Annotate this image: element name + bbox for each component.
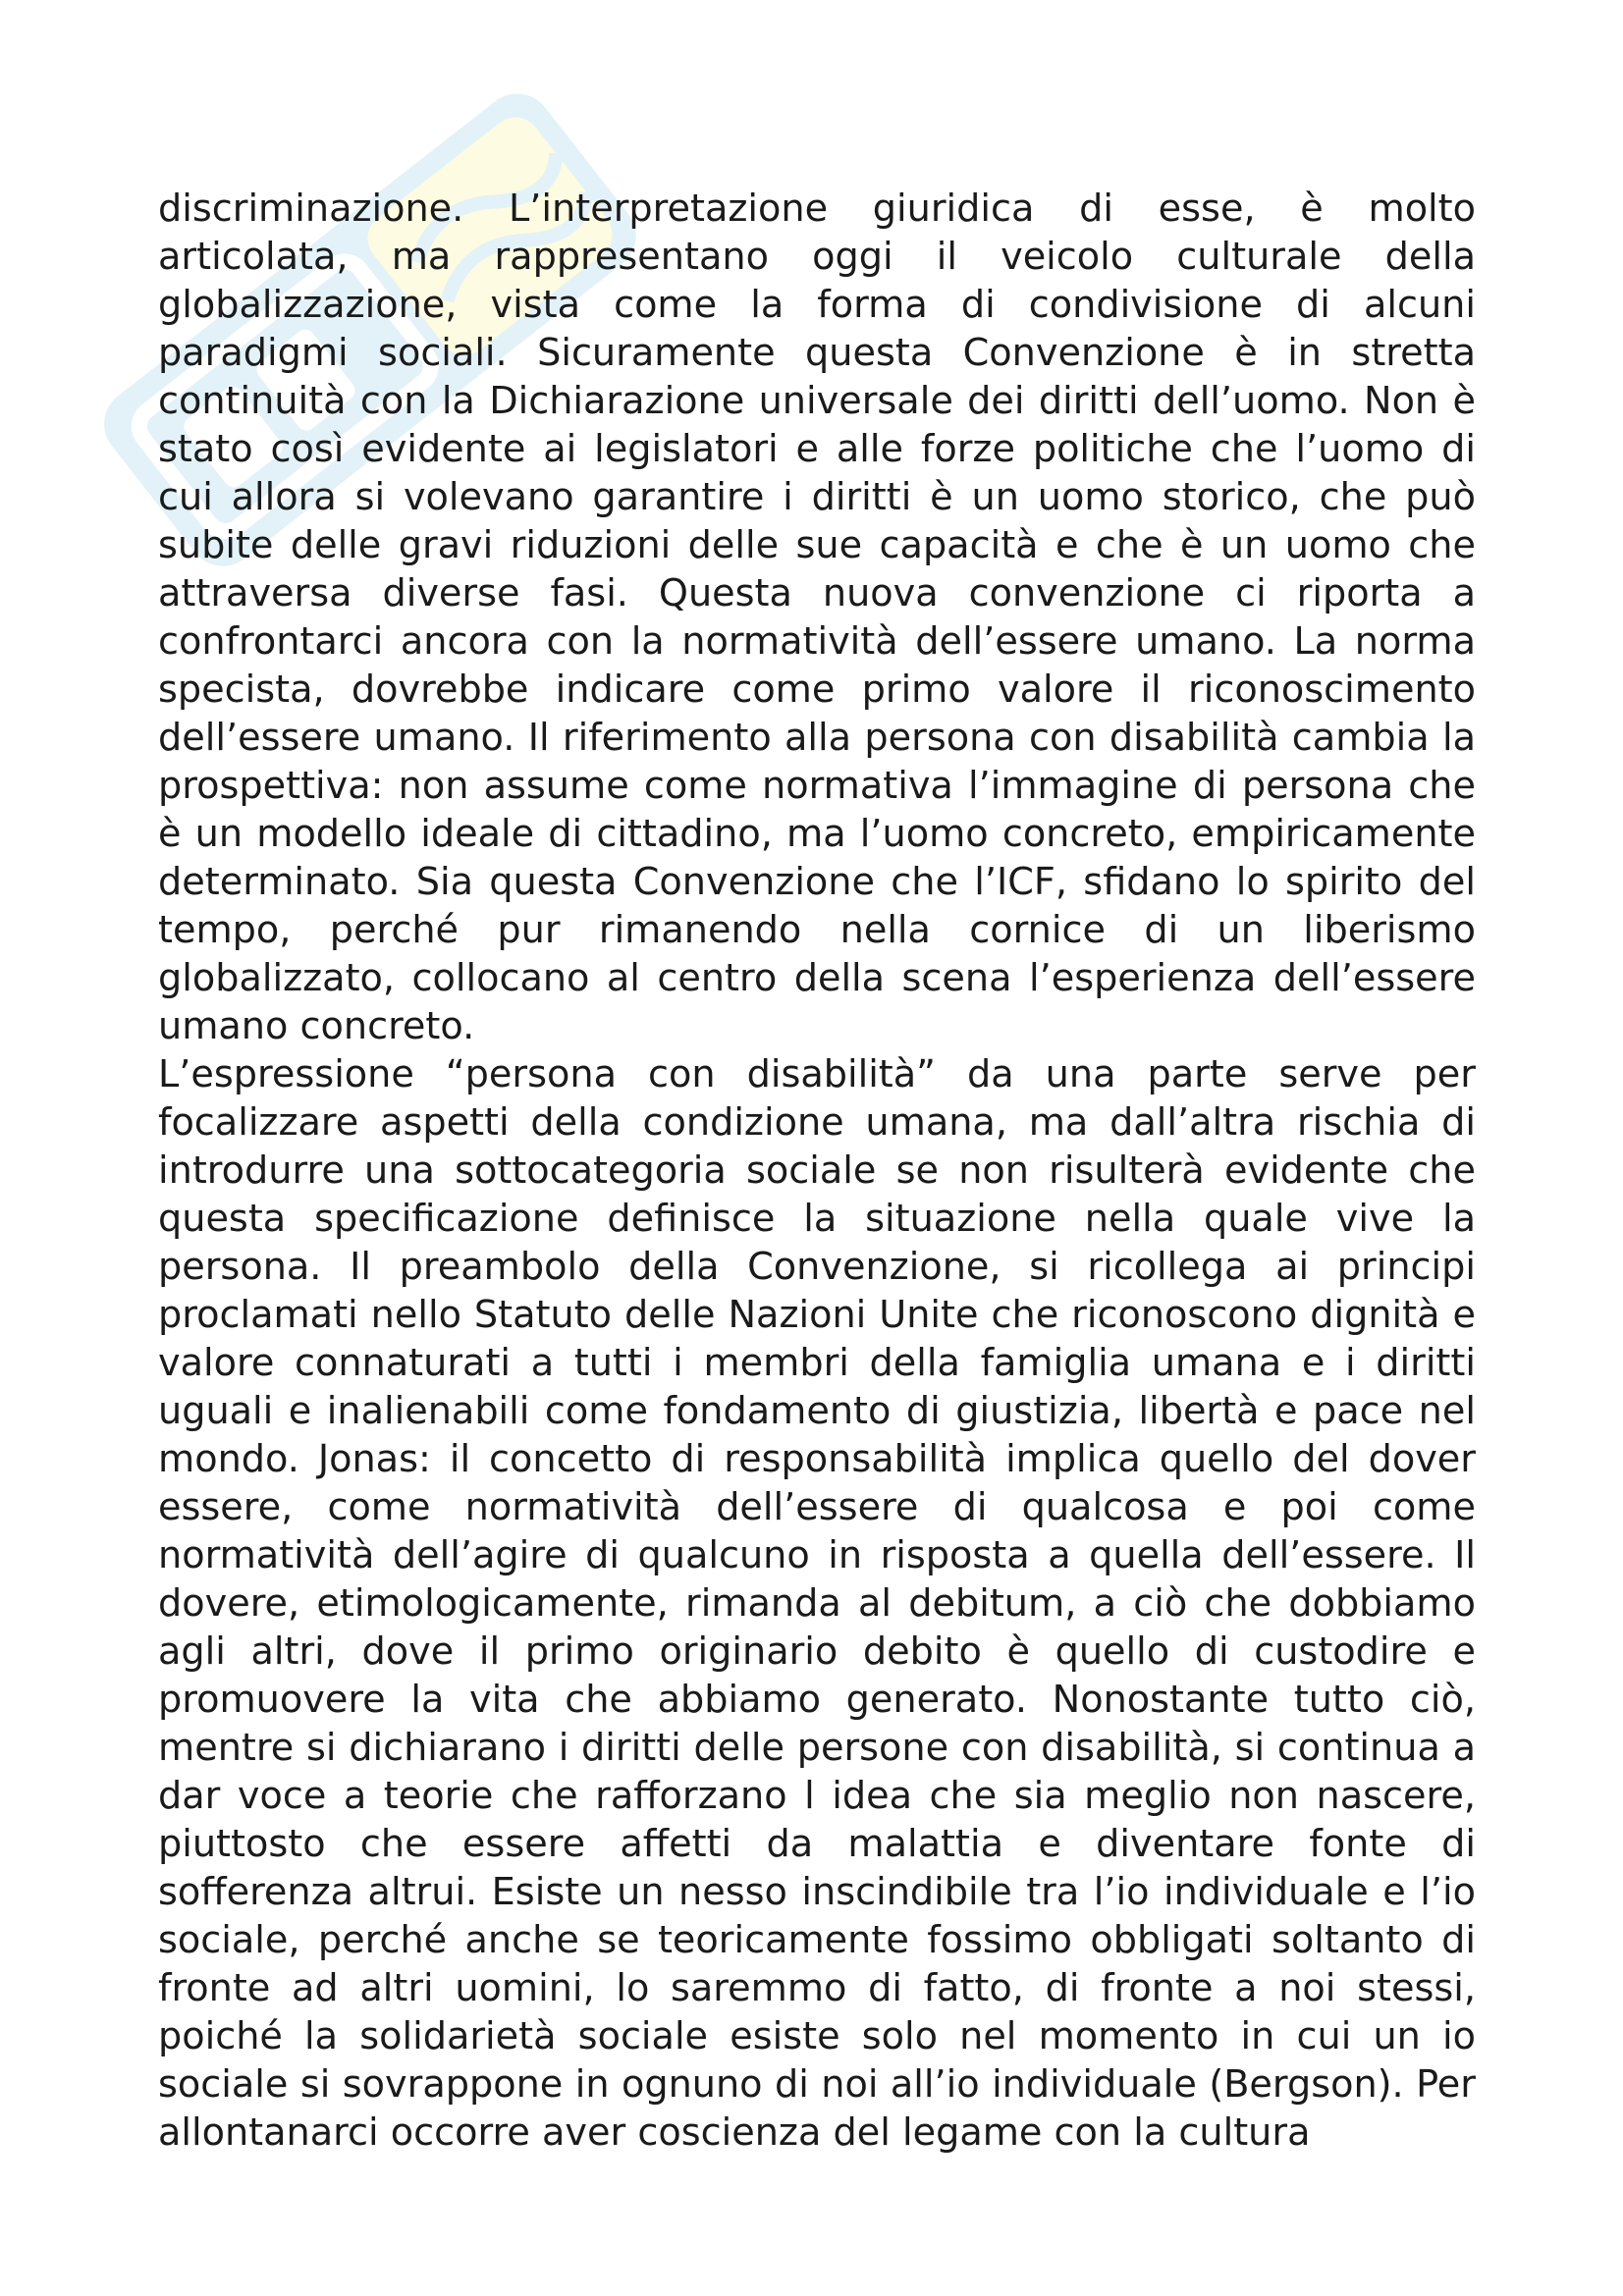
document-body <box>158 186 1476 2158</box>
paragraph-2: L’espressione “persona con disabilità” da una parte serve per focalizzare aspetti della condizione umana, ma dall’altra rischia di introdurre una sottocategoria sociale se non risulterà evidente che questa specificazione definisce la situazione nella quale vive la persona. Il preambolo della Convenzione, si ricollega ai principi proclamati nello Statuto delle Nazioni Unite che riconoscono dignità e valore connaturati a tutti i membri della famiglia umana e i diritti uguali e inalienabili come fondamento di giustizia, libertà e pace nel mondo. Jonas: il concetto di responsabilità implica quello del dover essere, come normatività dell’essere di qualcosa e poi come normatività dell’agire di qualcuno in risposta a quella dell’essere. Il dovere, etimologicamente, rimanda al debitum, a ciò che dobbiamo agli altri, dove il primo originario debito è quello di custodire e promuovere la vita che abbiamo generato. Nonostante tutto ciò, mentre si dichiarano i diritti delle persone con disabilità, si continua a dar voce a teorie che rafforzano l idea che sia meglio non nascere, piuttosto che essere affetti da malattia e diventare fonte di sofferenza altrui. Esiste un nesso inscindibile tra l’io individuale e l’io sociale, perché anche se teoricamente fossimo obbligati soltanto di fronte ad altri uomini, lo saremmo di fatto, di fronte a noi stessi, poiché la solidarietà sociale esiste solo nel momento in cui un io sociale si sovrappone in ognuno di noi all’io individuale (Bergson). Per allontanarci occorre aver coscienza del legame con la cultura <box>158 1053 1476 2155</box>
paragraph-1: discriminazione. L’interpretazione giuridica di esse, è molto articolata, ma rappresentano oggi il veicolo culturale della globalizzazione, vista come la forma di condivisione di alcuni paradigmi sociali. Sicuramente questa Convenzione è in stretta continuità con la Dichiarazione universale dei diritti dell’uomo. Non è stato così evidente ai legislatori e alle forze politiche che l’uomo di cui allora si volevano garantire i diritti è un uomo storico, che può subite delle gravi riduzioni delle sue capacità e che è un uomo che attraversa diverse fasi. Questa nuova convenzione ci riporta a confrontarci ancora con la normatività dell’essere umano. La norma specista, dovrebbe indicare come primo valore il riconoscimento dell’essere umano. Il riferimento alla persona con disabilità cambia la prospettiva: non assume come normativa l’immagine di persona che è un modello ideale di cittadino, ma l’uomo concreto, empiricamente determinato. Sia questa Convenzione che l’ICF, sfidano lo spirito del tempo, perché pur rimanendo nella cornice di un liberismo globalizzato, collocano al centro della scena l’esperienza dell’essere umano concreto. <box>158 187 1476 1048</box>
